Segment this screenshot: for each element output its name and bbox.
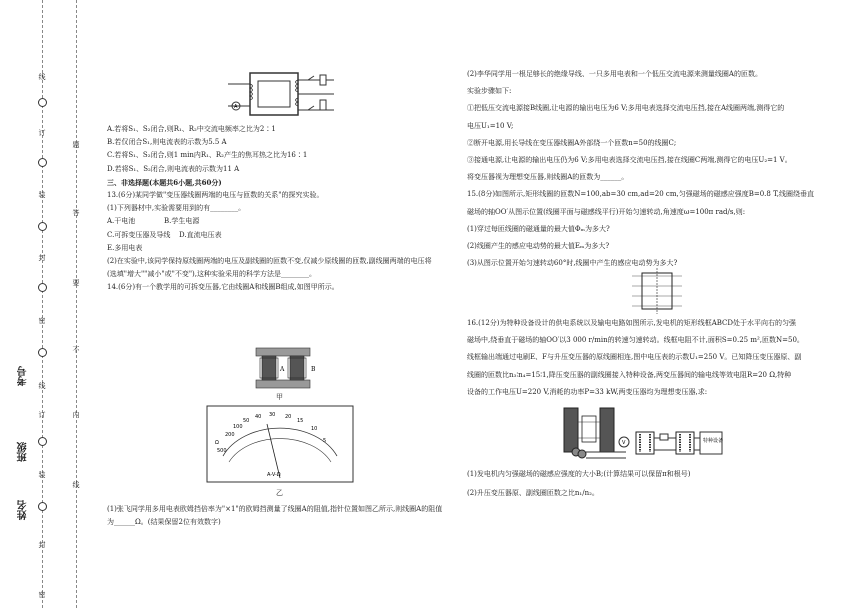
binding-word: 装 [38,191,46,199]
meter-digit: 20 [285,414,292,420]
svg-text:V: V [622,440,626,446]
meter-mode-label: A-V-Ω [267,472,281,478]
q13-options-row1 [107,215,432,228]
q14-sub2: (2)李华同学用一根足够长的绝缘导线、一只多用电表和一个低压交流电源来测量线圈A的匝数。 [467,70,762,78]
option-c: C.若将S₁、S₂闭合,则1 min内R₁、R₂产生的焦耳热之比为16∶1 [107,151,308,160]
exam-number-label: 考号 [18,366,29,386]
right-column-q16 [467,317,804,399]
q13-sub1: (1)下列器材中,实验需要用到的有________。 [107,204,246,213]
meter-digit: 15 [297,418,304,424]
binding-word: 答 [72,209,80,217]
q13-stem: 13.(6分)某同学做"变压器线圈两端的电压与匝数的关系"的探究实验。 [107,191,324,200]
svg-text:A: A [234,104,238,110]
rotating-coil-figure [628,268,686,314]
step3-line1: ③接通电源,让电源的输出电压仍为6 V;多用电表选择交流电压挡,接在线圈C两端,测得它的电压U₂=1 V。 [467,156,792,165]
binding-word: 封 [38,254,46,262]
q15-sub1: (1)穿过每匝线圈的磁通量的最大值Φₘ为多大? [467,224,610,233]
q13-option-d: D.直流电压表 [179,230,222,239]
right-column-q16-subs [467,468,690,500]
q13-option-b: B.学生电源 [164,217,200,226]
left-column [107,123,432,295]
binding-word: 封 [38,541,46,549]
step2: ②断开电源,用长导线在变压器线圈A外部绕一个匝数n=50的线圈C; [467,138,677,147]
q16-sub2: (2)升压变压器原、副线圈匝数之比n₁/n₂。 [467,489,599,498]
q13-options-row2 [107,229,432,242]
binding-hole [38,348,47,357]
meter-digit: 10 [311,426,318,432]
section-title: 三、非选择题(本题共6小题,共60分) [107,177,222,187]
binding-word: 题 [72,141,80,149]
q16-line2: 磁场中,绕垂直于磁场的轴OO′以3 000 r/min的转速匀速转动。线框电阻不计,面积S=0.25 m²,匝数N=50。 [467,336,804,345]
binding-word: 订 [38,411,46,419]
binding-margin [0,0,100,608]
name-label: 姓名 [18,500,29,520]
binding-hole [38,283,47,292]
q16-line5: 设备的工作电压U=220 V,消耗的功率P=33 kW,两变压器均为理想变压器,求: [467,387,708,396]
meter-digit: 50 [243,418,250,424]
binding-word: 线 [38,382,46,390]
binding-hole [38,502,47,511]
binding-word: 内 [72,411,80,419]
q14-sub1-line1: (1)张飞同学用多用电表欧姆挡倍率为"×1"的欧姆挡测量了线圈A的阻值,指针位置如图乙所示,则线圈A的阻值 [107,505,443,513]
transformer-circuit-figure [222,70,342,118]
svg-text:A: A [280,366,285,373]
binding-word: 不 [72,346,80,354]
q13-option-c: C.可拆变压器及导线 [107,230,171,239]
binding-hole [38,437,47,446]
meter-digit: 500 [217,448,227,454]
option-b: B.若仅闭合S₁,则电流表的示数为5.5 A [107,138,227,147]
steps-title: 实验步骤如下: [467,87,512,96]
binding-hole [38,98,47,107]
left-column-bottom [107,503,442,529]
meter-digit: 40 [255,414,262,420]
option-d: D.若将S₁、S₂闭合,则电流表的示数为11 A [107,164,240,173]
q15-stem-line1: 15.(8分)如图所示,矩形线圈的匝数N=100,ab=30 cm,ad=20 cm,匀强磁场的磁感应强度B=0.8 T,线圈绕垂直 [467,190,814,199]
meter-digit: 30 [269,412,276,418]
svg-text:B: B [311,366,316,373]
binding-hole [38,222,47,231]
meter-digit: 5 [323,438,327,444]
option-a: A.若将S₁、S₂闭合,则R₁、R₂中交流电频率之比为2∶1 [107,125,276,133]
binding-word: 要 [72,279,80,287]
q16-sub1: (1)发电机内匀强磁场的磁感应强度的大小B;(计算结果可以保留π和根号) [467,470,691,478]
class-label: 班级 [18,442,29,462]
q13-option-a: A.干电池 [107,217,136,226]
q16-line1: 16.(12分)为特种设备设计的供电系统以及输电电路如图所示,发电机的矩形线框ABCD处于水平向右的匀强 [467,319,797,327]
q15-sub3: (3)从图示位置开始匀速转动60°时,线圈中产生的感应电动势为多大? [467,259,678,268]
figure-caption-jia: 甲 [276,393,283,401]
q16-line3: 线框输出端通过电刷E、F与升压变压器的原线圈相连,图中电压表的示数U₁=250 V。已知降压变压器原、副 [467,353,802,362]
binding-word: 订 [38,129,46,137]
meter-digit: 100 [233,424,243,430]
binding-word: 装 [38,471,46,479]
q16-line4: 线圈的匝数比n₃∶n₄=15∶1,降压变压器的副线圈接入特种设备,两变压器间的输电线等效电阻R=20 Ω,特种 [467,370,792,379]
binding-hole [38,158,47,167]
step1-line1: ①把低压交流电源接B线圈,让电源的输出电压为6 V;多用电表选择交流电压挡,接在A线圈两端,测得它的 [467,104,785,113]
binding-line-inner [76,0,77,608]
binding-word: 线 [72,481,80,489]
q14-stem: 14.(6分)有一个教学用的可拆变压器,它由线圈A和线圈B组成,如图甲所示。 [107,283,339,292]
right-column [467,68,814,270]
figure-caption-yi: 乙 [276,489,283,497]
q14-sub1-line2: 为______Ω。(结果保留2位有效数字) [107,518,221,527]
power-supply-system-figure [558,404,726,462]
q15-stem-line2: 磁场的轴OO′从图示位置(线圈平面与磁感线平行)开始匀速转动,角速度ω=100π rad/s,则: [467,207,746,216]
meter-ohm-symbol: Ω [215,440,219,446]
q13-sub2-line2: (选填"增大""减小"或"不变"),这种实验采用的科学方法是________。 [107,270,317,279]
binding-word: 线 [38,73,46,81]
step1-line2: 电压U₁=10 V; [467,121,514,130]
q13-option-e: E.多用电表 [107,243,143,252]
multimeter-dial-figure [205,404,355,484]
removable-transformer-figure [248,344,318,392]
q13-sub2-line1: (2)在实验中,该同学保持原线圈两端的电压及副线圈的匝数不变,仅减少原线圈的匝数,副线圈两端的电压将 [107,257,432,266]
q15-sub2: (2)线圈产生的感应电动势的最大值Eₘ为多大? [467,242,610,251]
step3-line2: 将变压器视为理想变压器,则线圈A的匝数为______。 [467,173,629,182]
special-device-label: 特种设备 [703,438,724,444]
binding-word: 密 [38,317,46,325]
binding-word: 密 [38,591,46,599]
binding-line-outer [42,0,43,608]
meter-digit: 200 [225,432,235,438]
